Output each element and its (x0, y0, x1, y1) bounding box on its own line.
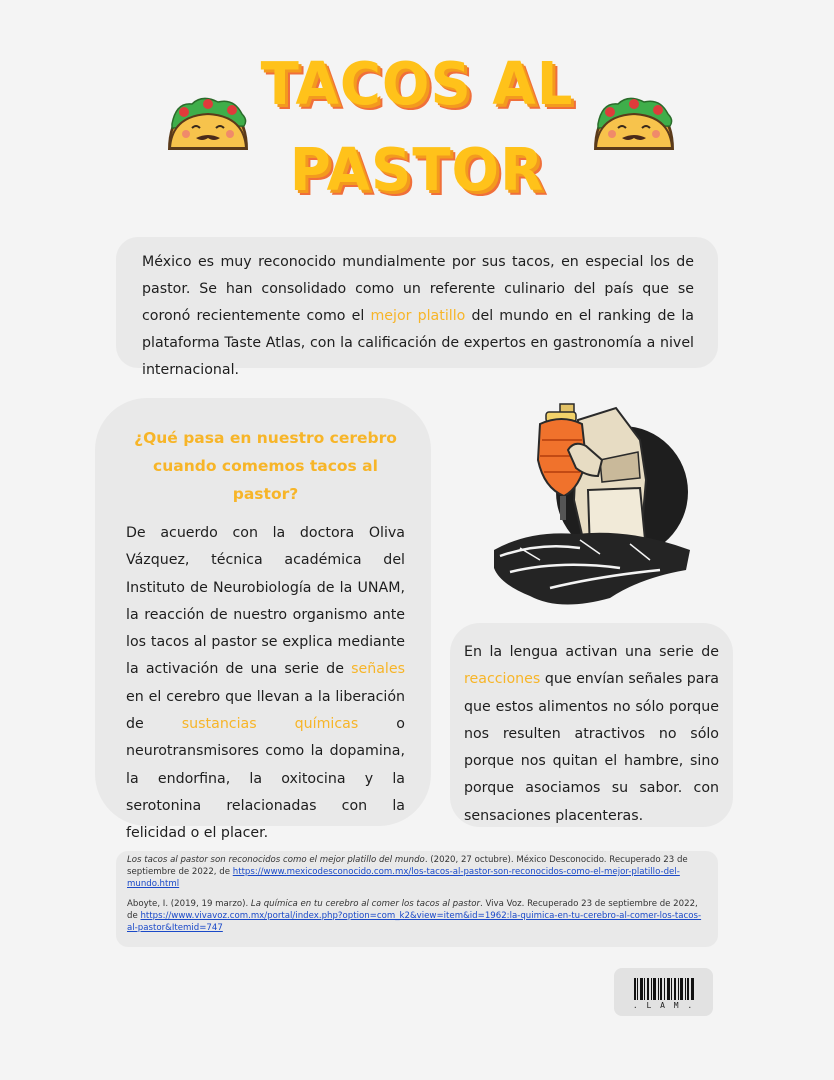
brain-card (95, 398, 431, 842)
reference-1 (127, 855, 707, 890)
brain-text-2: en el cerebro que llevan a la liberación de (126, 688, 405, 733)
pastor-vendor-illustration (490, 400, 695, 615)
references-card (116, 851, 718, 947)
brain-highlight-1: señales (351, 661, 405, 678)
title-line-2: PASTOR (289, 136, 545, 205)
intro-card (116, 237, 718, 378)
barcode-label: . L A M . (632, 1001, 695, 1010)
brain-heading: ¿Qué pasa en nuestro cerebro cuando comemos tacos al pastor? (134, 429, 397, 503)
brain-text-3: o neurotransmisores como la dopamina, la endorfina, la oxitocina y la serotonina relacionadas con la felicidad o el placer. (126, 716, 405, 842)
brain-text-1: De acuerdo con la doctora Oliva Vázquez, técnica académica del Instituto de Neurobiología de la UNAM, la reacción de nuestro organismo ante los tacos al pastor se explica mediante la activación de una serie de (126, 525, 405, 678)
reference-1-title: Los tacos al pastor son reconocidos como el mejor platillo del mundo (127, 855, 425, 865)
taco-icon (588, 94, 680, 158)
barcode-icon (634, 978, 694, 1000)
reference-2-author: Aboyte, I. (2019, 19 marzo). (127, 899, 251, 910)
tongue-text-2: que envían señales para que estos alimentos no sólo porque nos resulten atractivos no sólo porque nos quitan el hambre, sino porque asociamos su sabor. con sensaciones placenteras. (464, 671, 719, 824)
title-line-1: TACOS AL (260, 50, 574, 119)
brain-paragraph (126, 520, 405, 848)
reference-2-details: . Viva Voz. Recuperado 23 de septiembre de 2022, de (127, 899, 698, 922)
reference-2-title: La química en tu cerebro al comer los tacos al pastor (250, 899, 481, 910)
barcode-badge (614, 968, 713, 1016)
reference-2-link[interactable]: https://www.vivavoz.com.mx/portal/index.php?option=com_k2&view=item&id=1962:la-quimica-en-tu-cerebro-al-comer-los-tacos-al-pastor&Itemid=747 (127, 911, 702, 933)
reference-2 (127, 899, 707, 934)
intro-text-end: del mundo en el ranking de la plataforma Taste Atlas, con la calificación de expertos en gastronomía a nivel internacional. (142, 308, 694, 378)
reference-1-link[interactable]: https://www.mexicodesconocido.com.mx/los-tacos-al-pastor-son-reconocidos-como-el-mejor-platillo-del-mundo.html (127, 866, 680, 889)
taco-icon (162, 94, 254, 158)
tongue-text-1: En la lengua activan una serie de (464, 644, 719, 660)
brain-highlight-2: sustancias químicas (181, 716, 359, 733)
tongue-highlight: reacciones (464, 671, 541, 688)
tongue-card (450, 623, 733, 827)
intro-text: México es muy reconocido mundialmente por sus tacos, en especial los de pastor. Se han consolidado como un referente culinario del país que se coronó recientemente como el (142, 254, 694, 324)
intro-highlight: mejor platillo (370, 308, 466, 324)
reference-1-details: . (2020, 27 octubre). México Desconocido. Recuperado 23 de septiembre de 2022, de (127, 855, 688, 877)
